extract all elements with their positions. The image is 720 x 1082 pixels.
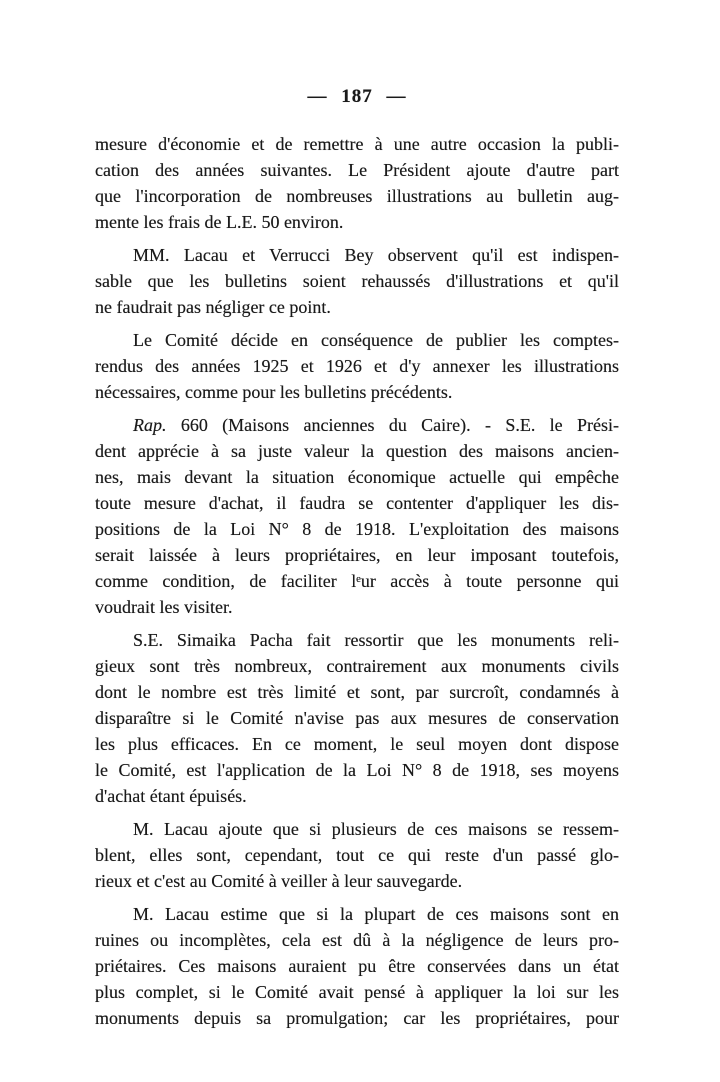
text-line: plus complet, si le Comité avait pensé à appliquer la loi sur les xyxy=(95,982,619,1002)
text-line: les plus efficaces. En ce moment, le seul moyen dont dispose xyxy=(95,734,619,754)
text-line: S.E. Simaika Pacha fait ressortir que les monuments reli- xyxy=(133,630,619,650)
text-line: M. Lacau estime que si la plupart de ces maisons sont en xyxy=(133,904,619,924)
text-line: dont le nombre est très limité et sont, par surcroît, condamnés à xyxy=(95,682,619,702)
text-line: ne faudrait pas négliger ce point. xyxy=(95,297,331,317)
text-line: rendus des années 1925 et 1926 et d'y annexer les illustrations xyxy=(95,356,619,376)
text-line: M. Lacau ajoute que si plusieurs de ces maisons se ressem- xyxy=(133,819,619,839)
text-line: le Comité, est l'application de la Loi N° 8 de 1918, ses moyens xyxy=(95,760,619,780)
paragraph xyxy=(95,412,619,620)
text-line: gieux sont très nombreux, contrairement aux monuments civils xyxy=(95,656,619,676)
page-body xyxy=(95,131,619,1038)
text-line: blent, elles sont, cependant, tout ce qui reste d'un passé glo- xyxy=(95,845,619,865)
paragraph xyxy=(95,901,619,1031)
paragraph xyxy=(95,131,619,235)
text-line: toute mesure d'achat, il faudra se contenter d'appliquer les dis- xyxy=(95,493,619,513)
text-line: voudrait les visiter. xyxy=(95,597,233,617)
text-line: positions de la Loi N° 8 de 1918. L'exploitation des maisons xyxy=(95,519,619,539)
text-line: mente les frais de L.E. 50 environ. xyxy=(95,212,344,232)
text-line: rieux et c'est au Comité à veiller à leur sauvegarde. xyxy=(95,871,463,891)
text-line: que l'incorporation de nombreuses illustrations au bulletin aug- xyxy=(95,186,619,206)
text-line: cation des années suivantes. Le Président ajoute d'autre part xyxy=(95,160,619,180)
text-line: priétaires. Ces maisons auraient pu être conservées dans un état xyxy=(95,956,619,976)
text-line: nécessaires, comme pour les bulletins précédents. xyxy=(95,382,453,402)
paragraph xyxy=(95,327,619,405)
text-line: comme condition, de faciliter lᵉur accès à toute personne qui xyxy=(95,571,619,591)
paragraph xyxy=(95,242,619,320)
text-line: Le Comité décide en conséquence de publier les comptes- xyxy=(133,330,619,350)
text-line: ruines ou incomplètes, cela est dû à la négligence de leurs pro- xyxy=(95,930,619,950)
page-number: — 187 — xyxy=(307,86,407,107)
text-line: d'achat étant épuisés. xyxy=(95,786,247,806)
text-line: nes, mais devant la situation économique actuelle qui empêche xyxy=(95,467,619,487)
text-line: serait laissée à leurs propriétaires, en leur imposant toutefois, xyxy=(95,545,619,565)
text-line: disparaître si le Comité n'avise pas aux mesures de conservation xyxy=(95,708,619,728)
text-line: sable que les bulletins soient rehaussés d'illustrations et qu'il xyxy=(95,271,619,291)
text-line: monuments depuis sa promulgation; car les propriétaires, pour xyxy=(95,1008,619,1028)
text-line: MM. Lacau et Verrucci Bey observent qu'il est indispen- xyxy=(133,245,619,265)
text-line: Rap. 660 (Maisons anciennes du Caire). - S.E. le Prési- xyxy=(133,415,619,435)
text-line: dent apprécie à sa juste valeur la question des maisons ancien- xyxy=(95,441,619,461)
paragraph xyxy=(95,816,619,894)
paragraph xyxy=(95,627,619,809)
text-line: mesure d'économie et de remettre à une autre occasion la publi- xyxy=(95,134,619,154)
report-label-italic: Rap. xyxy=(133,415,167,435)
